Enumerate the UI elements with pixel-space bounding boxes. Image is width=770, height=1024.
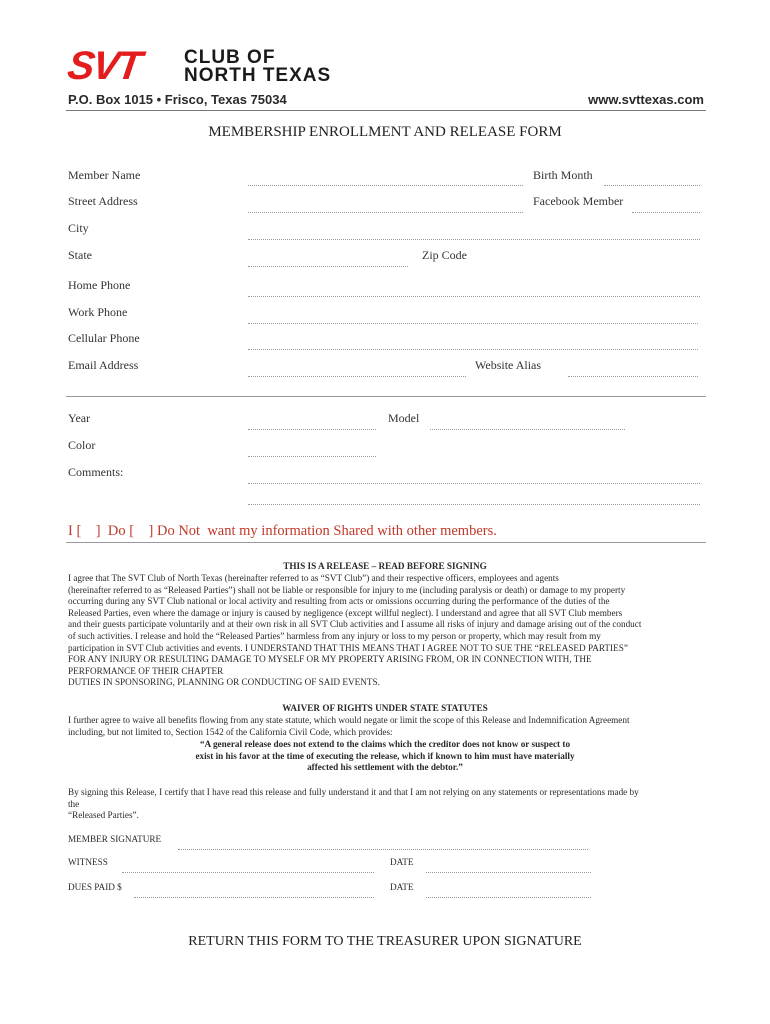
release-line: participation in SVT Club activities and events. I UNDERSTAND THAT THIS MEANS THAT I AGREE NOT TO SUE THE “RELEASED PARTIES” bbox=[68, 642, 628, 653]
comments-field-line-1[interactable] bbox=[248, 482, 700, 484]
logo-club-text bbox=[184, 49, 331, 85]
state-label: State bbox=[68, 248, 92, 262]
work-phone-field[interactable] bbox=[248, 322, 698, 324]
street-address-field[interactable] bbox=[248, 211, 523, 213]
release-line: Released Parties, even where the damage or injury is caused by negligence (except willful neglect). I understand and agree that all SVT Club members bbox=[68, 607, 623, 618]
website-alias-field[interactable] bbox=[568, 375, 698, 377]
waiver-quote bbox=[0, 739, 770, 774]
certification-text bbox=[68, 787, 708, 822]
quote-line: “A general release does not extend to the claims which the creditor does not know or suspect to bbox=[199, 739, 571, 749]
release-body bbox=[68, 573, 708, 689]
facebook-member-label: Facebook Member bbox=[533, 194, 624, 208]
cellular-phone-field[interactable] bbox=[248, 348, 698, 350]
website-alias-label: Website Alias bbox=[475, 358, 542, 372]
quote-line: exist in his favor at the time of executing the release, which if known to him must have materially bbox=[195, 750, 575, 761]
city-field[interactable] bbox=[248, 238, 700, 240]
date-field-2[interactable] bbox=[426, 896, 591, 898]
zip-code-label: Zip Code bbox=[422, 248, 467, 262]
share-information-option[interactable]: I [ ] Do [ ] Do Not want my information Shared with other members. bbox=[68, 523, 497, 539]
release-divider bbox=[66, 542, 706, 543]
release-line: PERFORMANCE OF THEIR CHAPTER bbox=[68, 665, 224, 676]
member-signature-field[interactable] bbox=[178, 848, 588, 850]
logo-line-2: NORTH TEXAS bbox=[184, 65, 332, 86]
header-divider bbox=[66, 110, 706, 111]
comments-field-line-2[interactable] bbox=[248, 503, 700, 505]
year-field[interactable] bbox=[248, 428, 376, 430]
website-url: www.svttexas.com bbox=[588, 92, 704, 107]
color-field[interactable] bbox=[248, 455, 376, 457]
witness-field[interactable] bbox=[122, 871, 374, 873]
model-label: Model bbox=[388, 411, 420, 425]
color-label: Color bbox=[68, 438, 96, 452]
model-field[interactable] bbox=[430, 428, 625, 430]
release-line: DUTIES IN SPONSORING, PLANNING OR CONDUCTING OF SAID EVENTS. bbox=[68, 677, 380, 688]
quote-line: affected his settlement with the debtor.” bbox=[307, 762, 463, 773]
birth-month-field[interactable] bbox=[604, 184, 700, 186]
release-line: and their guests participate voluntarily and at their own risk in all SVT Club activities and I assume all risks of injury and damage arising out of the conduct bbox=[68, 619, 642, 630]
date-label-1: DATE bbox=[390, 857, 414, 867]
dues-paid-label: DUES PAID $ bbox=[68, 882, 122, 892]
year-label: Year bbox=[68, 411, 91, 425]
home-phone-field[interactable] bbox=[248, 295, 700, 297]
release-line: (hereinafter referred to as “Released Parties”) shall not be liable or responsible for injury to me (including paralysis or death) or damage to my property bbox=[68, 584, 626, 595]
cellular-phone-label: Cellular Phone bbox=[68, 331, 140, 345]
logo-svt-text: SVT bbox=[64, 44, 143, 88]
comments-label: Comments: bbox=[68, 465, 124, 479]
return-instructions: RETURN THIS FORM TO THE TREASURER UPON SIGNATURE bbox=[188, 934, 582, 949]
waiver-heading: WAIVER OF RIGHTS UNDER STATE STATUTES bbox=[282, 703, 488, 713]
release-line: of such activities. I release and hold the “Released Parties” harmless from any injury or loss to my person or property, which may result from my bbox=[68, 630, 601, 641]
street-address-label: Street Address bbox=[68, 194, 138, 208]
city-label: City bbox=[68, 221, 89, 235]
certify-line: the bbox=[68, 798, 80, 809]
home-phone-label: Home Phone bbox=[68, 278, 131, 292]
release-heading: THIS IS A RELEASE – READ BEFORE SIGNING bbox=[283, 561, 487, 571]
email-address-field[interactable] bbox=[248, 375, 466, 377]
member-name-label: Member Name bbox=[68, 168, 141, 182]
section-divider bbox=[66, 396, 706, 397]
certify-line: By signing this Release, I certify that I have read this release and fully understand it and that I am not relying on any statements or representations made by bbox=[68, 787, 639, 797]
dues-paid-field[interactable] bbox=[134, 896, 374, 898]
birth-month-label: Birth Month bbox=[533, 168, 593, 182]
waiver-line: I further agree to waive all benefits flowing from any state statute, which would negate or limit the scope of this Release and Indemnification Agreement bbox=[68, 715, 630, 725]
work-phone-label: Work Phone bbox=[68, 305, 128, 319]
logo-line-1: CLUB OF bbox=[184, 47, 276, 68]
date-label-2: DATE bbox=[390, 882, 414, 892]
member-signature-label: MEMBER SIGNATURE bbox=[68, 834, 162, 844]
date-field-1[interactable] bbox=[426, 871, 591, 873]
email-address-label: Email Address bbox=[68, 358, 139, 372]
waiver-body bbox=[68, 715, 708, 738]
member-name-field[interactable] bbox=[248, 184, 523, 186]
witness-label: WITNESS bbox=[68, 857, 108, 867]
state-field[interactable] bbox=[248, 265, 408, 267]
release-line: FOR ANY INJURY OR RESULTING DAMAGE TO MYSELF OR MY PROPERTY ARISING FROM, OR IN CONNECTION WITH, THE bbox=[68, 654, 592, 665]
release-line: I agree that The SVT Club of North Texas (hereinafter referred to as “SVT Club”) and their respective officers, employees and agents bbox=[68, 573, 559, 583]
facebook-member-field[interactable] bbox=[632, 211, 700, 213]
postal-address: P.O. Box 1015 • Frisco, Texas 75034 bbox=[68, 92, 287, 107]
club-logo bbox=[64, 44, 398, 88]
certify-line: “Released Parties”. bbox=[68, 810, 139, 821]
waiver-line: including, but not limited to, Section 1542 of the California Civil Code, which provides: bbox=[68, 726, 393, 737]
form-title: MEMBERSHIP ENROLLMENT AND RELEASE FORM bbox=[208, 124, 562, 140]
release-line: occurring during any SVT Club national or local activity and resulting from acts or omissions occurring during the performance of the duties of the bbox=[68, 596, 610, 607]
